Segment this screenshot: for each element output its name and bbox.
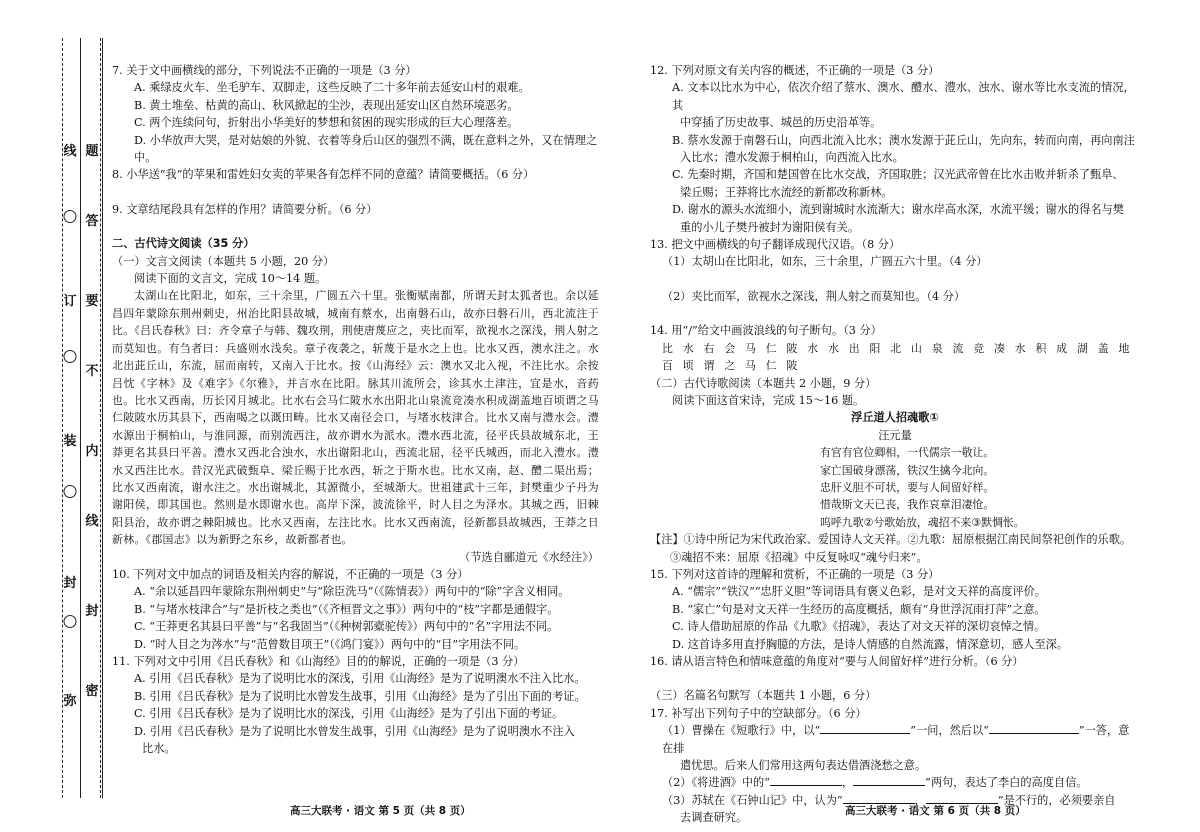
poem-line: 惜哉斯文天已丧，我作哀章泪凄怆。 [820, 498, 995, 512]
question-line: 入比水；澧水发源于桐柏山，向西流入比水。 [680, 151, 904, 165]
question-line: A. “余以延昌四年蒙除东荆州刺史”与“除臣洗马”（《陈情表》）两句中的“除”字含义相同。 [134, 585, 570, 599]
question-line: 17. 补写出下列句子中的空缺部分。（6 分） [650, 706, 867, 720]
question-text: ， [914, 793, 926, 807]
question-text: ， [841, 776, 854, 790]
question-line: D. 谢水的源头水流细小，流到谢城时水流渐大；谢水岸高水深，水流平缓；谢水的得名与樊 [672, 203, 1124, 217]
question-line [650, 670, 1140, 687]
answer-blank[interactable] [853, 774, 925, 786]
question-line: （一）文言文阅读（本题共 5 小题，20 分） [112, 254, 335, 268]
question-line: B. “家亡”句是对文天祥一生经历的高度概括，颇有“身世浮沉雨打萍”之意。 [672, 602, 1046, 616]
poem-line: 呜呼九歌②兮歌始放，魂招不来③默惆怅。 [820, 515, 1025, 529]
binding-hole-icon [64, 210, 77, 223]
question-line: C. 诗人借助屈原的作品《九歌》《招魂》，表达了对文天祥的深切哀悼之情。 [672, 620, 1046, 634]
question-line: （2）夹比而军，欲视水之深浅，荆人射之而莫知也。（4 分） [662, 289, 966, 303]
section-line: （二）古代诗歌阅读（本题共 2 小题，9 分） [650, 376, 877, 390]
question-line: A. 文本以比水为中心，依次介绍了蔡水、澳水、醴水、澧水、浊水、谢水等比水支流的情况，其 [672, 81, 1135, 112]
binding-label: 要 [85, 294, 99, 309]
question-line: B. 引用《吕氏春秋》是为了说明比水曾发生战事，引用《山海经》是为了引出下面的考证。 [134, 689, 586, 703]
right-page [650, 62, 1140, 827]
question-line: D. “时人目之为涔水”与“范曾数目项王”（《鸿门宴》）两句中的“目”字用法不同。 [134, 637, 526, 651]
question-line: 8. 小华送“我”的苹果和雷姓妇女卖的苹果各有怎样不同的意蕴？请简要概括。（6 分） [112, 168, 535, 182]
question-line: C. 两个连续问句，折射出小华美好的梦想和贫困的现实形成的巨大心理落差。 [134, 116, 519, 130]
binding-line [80, 38, 81, 798]
poem-line: 有官有官位卿相，一代儒宗一敬让。 [820, 446, 995, 460]
question-line [650, 305, 1140, 322]
classical-chinese-passage: 太湖山在比阳北，如东，三十余里，广圆五六十里。张衡赋南都，所谓天封太狐者也。余以延昌四年蒙除东荆州刺史，州治比阳县故城，城南有蔡水，出南磐石山，故亦曰磐石川，西北流注于比。《吕氏春秋》曰：齐令章子与韩、魏攻荆，荆使唐蔑应之，夹比而军，欲视水之深浅，荆人射之而莫知也。有刍者曰：兵盛则水浅矣。章子夜袭之，斩蔑于是水之上也。比水又西，澳水注之。水北出茈丘山，东流，屈而南转，又南入于比水。按《山海经》云：澳水又北入视，不注比水。余按吕忱《字林》及《难字》《尔雅》，并言水在比阳。脉其川流所会，诊其水土津注，宜是水，音药也。比水又西南，历长冈月城北。比水右会马仁陂水水出阳北山泉流竞凑水积成湖盖地百顷谓之马仁陂陂水历其县下，西南喝之以溉田畴。比水又南径会口，与堵水枝津合。比水又南与澧水会。澧水源出于桐柏山，与淮同源，而别流西注，故亦谓水为派水。澧水西北流，径平氏县故城东北，王莽更名其县曰平善。澧水又西北合浊水，水出谢阳北山，西流北屈，径平氏城西，而北入澧水。澧水又西注比水。昔汉光武破甄阜、梁丘赐于比水西，斩之于斯水也。比水又南，赵、醴二渠出焉；比水又西南流，谢水注之。水出谢城北，其源微小，至城渐大。世祖建武十三年，封樊重少子丹为谢阳侯，即其国也。然则是水即谢水也。高岸下深，波流徐平，时人目之为泽水。其城之西，旧棘阳县治，故亦谓之棘阳城也。比水又西南，左注比水。比水又西南流，径新都县故城西，王莽之日新林。《郡国志》以为新野之东乡，故新都者也。 [112, 289, 599, 547]
question-line [650, 271, 1140, 288]
fill-in-continuation: 去调查研究。 [680, 811, 748, 825]
question-line: 9. 文章结尾段具有怎样的作用？请简要分析。（6 分） [112, 202, 378, 216]
question-line: D. 这首诗多用直抒胸臆的方法，是诗人情感的自然流露，情深意切，感人至深。 [672, 637, 1069, 651]
poem-title: 浮丘道人招魂歌① [851, 411, 939, 425]
poem-line: 家亡国破身漂荡，铁汉生擒今北向。 [820, 463, 995, 477]
question-line: D. 引用《吕氏春秋》是为了说明比水曾发生战事，引用《山海经》是为了说明澳水不注入 [134, 724, 575, 738]
section-line: 阅读下面这首宋诗，完成 15～16 题。 [672, 393, 865, 407]
question-line: 16. 请从语言特色和情味意蕴的角度对“要与人间留好样”进行分析。（6 分） [650, 655, 1024, 668]
question-text: ”是不行的，必须要亲自 [997, 793, 1116, 807]
binding-label: 线 [85, 514, 99, 529]
question-line: D. 小华放声大哭，是对姑娘的外貌、衣着等身后山区的强烈不满，既在意料之外，又在情理之中。 [134, 133, 598, 165]
question-line: 10. 下列对文中加点的词语及相关内容的解说，不正确的一项是（3 分） [112, 567, 469, 581]
question-line: C. 先秦时期，齐国和楚国曾在比水交战，齐国取胜；汉光武帝曾在比水击败并斩杀了甄阜、 [672, 168, 1124, 182]
binding-margin [0, 0, 105, 832]
binding-hole-icon [64, 485, 77, 498]
question-line: 14. 用“/”给文中画波浪线的句子断句。（3 分） [650, 324, 882, 338]
poem-line: 忠肝义胆不可状，要与人间留好样。 [820, 480, 995, 494]
binding-label: 不 [85, 364, 99, 379]
binding-hole-icon [64, 615, 77, 628]
question-line: 阅读下面的文言文，完成 10～14 题。 [134, 272, 327, 286]
binding-hole-icon [64, 350, 77, 363]
question-line: 【注】①诗中所记为宋代政治家、爱国诗人文天祥。②九歌：屈原根据江南民间祭祀创作的乐歌。③魂招不来：屈原《招魂》中反复咏叹“魂兮归来”。 [650, 533, 1132, 564]
binding-label: 线 [63, 144, 77, 159]
question-text: ”一答，意在排 [662, 724, 1130, 755]
question-line: 12. 下列对原文有关内容的概述，不正确的一项是（3 分） [650, 64, 940, 77]
answer-blank[interactable] [820, 722, 910, 734]
question-text: （3）苏轼在《石钟山记》中，认为“ [662, 793, 843, 807]
binding-label: 弥 [63, 694, 77, 709]
question-line [112, 218, 599, 235]
binding-line [102, 38, 103, 798]
question-line: C. 引用《吕氏春秋》是为了说明比水的深浅，引用《山海经》是为了引出下面的考证。 [134, 707, 564, 721]
question-line: A. 乘绿皮火车、坐毛驴车、双脚走，这些反映了二十多年前去延安山村的艰难。 [134, 81, 530, 95]
question-line: C. “王莽更名其县曰平善”与“名我固当”（《种树郭橐驼传》）两句中的“名”字用法不同。 [134, 620, 559, 634]
poem-author: 汪元量 [878, 428, 912, 442]
answer-blank[interactable] [770, 774, 842, 786]
left-page [112, 62, 599, 757]
question-line: （三）名篇名句默写（本题共 1 小题，6 分） [650, 689, 877, 703]
binding-label: 内 [85, 444, 99, 459]
fill-in-question [650, 722, 1140, 757]
binding-label: 订 [63, 294, 77, 309]
fill-in-question [650, 774, 1140, 791]
question-line: （1）太胡山在比阳北，如东，三十余里，广圆五六十里。（4 分） [662, 255, 988, 269]
question-line: B. 黄土堆垒、枯黄的高山、秋风掀起的尘沙，表现出延安山区自然环境恶劣。 [134, 98, 519, 112]
fill-in-continuation: 遣忧思。后来人们常用这两句表达借酒浇愁之意。 [680, 759, 927, 773]
binding-label: 封 [63, 576, 77, 591]
question-line: 15. 下列对这首诗的理解和赏析，不正确的一项是（3 分） [650, 567, 940, 581]
page-footer-5: 高三大联考 · 语文 第 5 页（共 8 页） [290, 805, 471, 817]
question-line: B. 蔡水发源于南磐石山，向西北流入比水；澳水发源于茈丘山，先向东，转而向南，再向南注 [672, 133, 1135, 147]
binding-label: 封 [85, 604, 99, 619]
question-line: 二、古代诗文阅读（35 分） [112, 237, 255, 251]
binding-label: 装 [63, 434, 77, 449]
question-line: A. “儒宗”“铁汉”“忠肝义胆”等词语具有褒义色彩，是对文天祥的高度评价。 [672, 585, 1046, 599]
binding-label: 密 [85, 684, 99, 699]
question-text: （2）《将进酒》中的“ [662, 776, 770, 790]
question-text: ”一问，然后以“ [910, 724, 989, 738]
question-line: 中穿插了历史故事、城邑的历史沿革等。 [680, 116, 882, 130]
question-text: ”两句，表达了李白的高度自信。 [925, 776, 1088, 790]
question-line: 比水。 [142, 742, 176, 756]
question-line: 11. 下列对文中引用《吕氏春秋》和《山海经》目的的解说，正确的一项是（3 分） [112, 655, 525, 668]
answer-blank[interactable] [989, 722, 1079, 734]
dashed-cut-line [100, 38, 101, 798]
question-text: （1）曹操在《短歌行》中，以“ [662, 724, 821, 738]
binding-label: 答 [85, 214, 99, 229]
question-line [112, 184, 599, 201]
question-line: 梁丘赐；王莽将比水流经的新都改称新林。 [680, 185, 893, 199]
question-line: 重的小儿子樊丹被封为谢阳侯有关。 [680, 220, 860, 234]
punctuation-sentence: 比 水 右 会 马 仁 陂 水 水 出 阳 北 山 泉 流 竞 凑 水 积 成 湖 盖 地 百 顷 谓 之 马 仁 陂 [662, 341, 1133, 373]
question-line: 13. 把文中画横线的句子翻译成现代汉语。（8 分） [650, 238, 901, 252]
question-line: A. 引用《吕氏春秋》是为了说明比水的深浅，引用《山海经》是为了说明澳水不注入比水。 [134, 672, 586, 686]
question-line: 7. 关于文中画横线的部分，下列说法不正确的一项是（3 分） [112, 64, 417, 77]
question-line: B. “与堵水枝津合”与“是折枝之类也”（《齐桓晋文之事》）两句中的“枝”字都是通假字。 [134, 602, 559, 616]
binding-label: 题 [85, 144, 99, 159]
page-footer-6: 高三大联考 · 语文 第 6 页（共 8 页） [845, 805, 1026, 817]
passage-source: （节选自郦道元《水经注》） [459, 550, 599, 564]
